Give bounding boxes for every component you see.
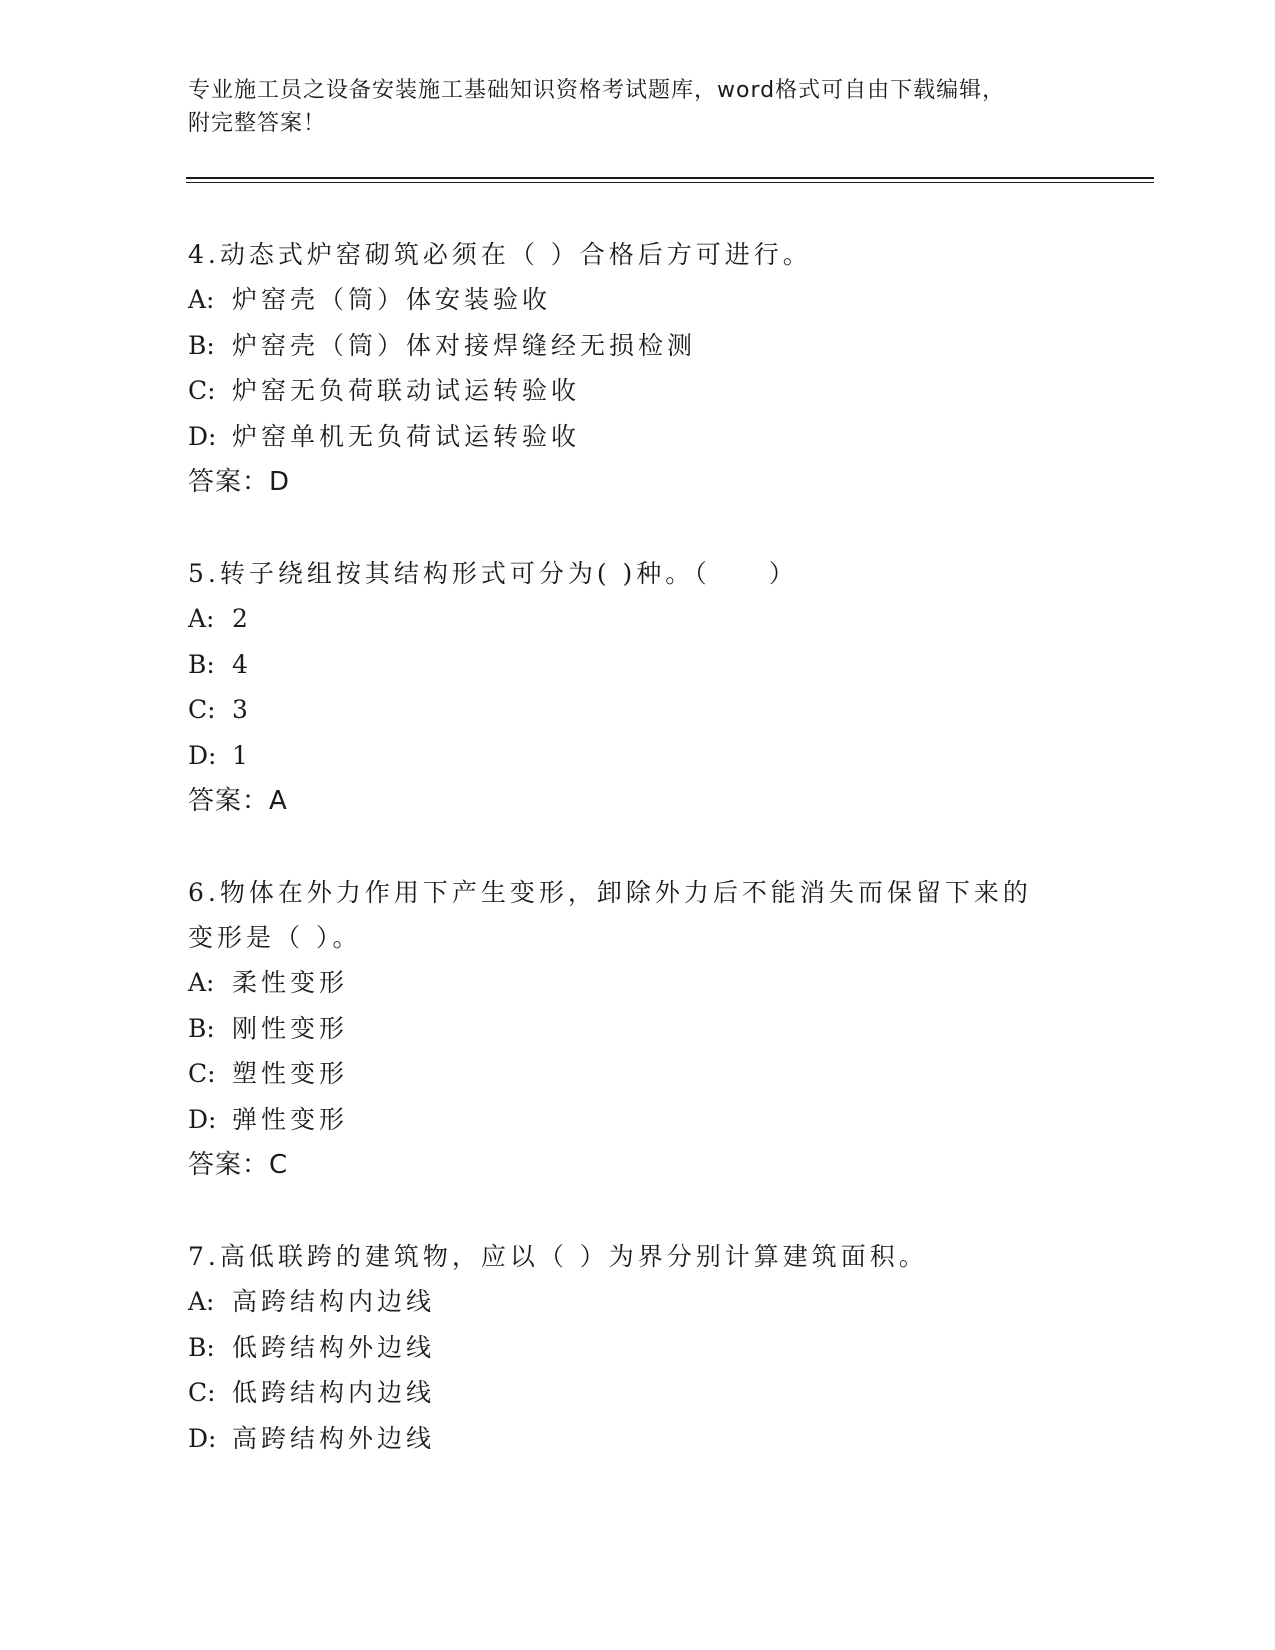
option-d xyxy=(188,1097,1088,1143)
option-text: 炉窑壳（筒）体对接焊缝经无损检测 xyxy=(232,330,697,360)
option-letter: C: xyxy=(188,695,216,724)
option-letter: A: xyxy=(188,285,215,314)
option-text: 塑性变形 xyxy=(232,1059,349,1088)
question-stem: 4.动态式炉窑砌筑必须在（ ）合格后方可进行。 xyxy=(188,240,812,269)
question-stem: 6.物体在外力作用下产生变形，卸除外力后不能消失而保留下来的变形是（ ）。 xyxy=(188,878,1032,952)
header-divider xyxy=(186,177,1154,183)
option-letter: D: xyxy=(188,1104,217,1134)
option-text: 弹性变形 xyxy=(232,1104,349,1134)
question-4 xyxy=(188,232,1088,505)
header-line-1: 专业施工员之设备安装施工基础知识资格考试题库，word格式可自由下载编辑， xyxy=(188,78,1006,103)
header-line-2: 附完整答案！ xyxy=(188,111,327,136)
question-5 xyxy=(188,551,1088,824)
option-c xyxy=(188,368,1088,414)
option-text: 刚性变形 xyxy=(232,1013,349,1043)
option-text: 3 xyxy=(232,695,252,724)
option-text: 炉窑单机无负荷试运转验收 xyxy=(232,421,581,451)
option-letter: B: xyxy=(188,1013,215,1043)
option-text: 炉窑无负荷联动试运转验收 xyxy=(232,376,581,405)
answer: 答案：D xyxy=(188,467,291,497)
option-letter: B: xyxy=(188,1332,215,1362)
option-a xyxy=(188,277,1088,323)
option-c xyxy=(188,1051,1088,1097)
option-letter: A: xyxy=(188,604,215,633)
option-text: 高跨结构内边线 xyxy=(232,1287,436,1316)
option-d xyxy=(188,733,1088,779)
option-b xyxy=(188,323,1088,369)
option-letter: A: xyxy=(188,968,215,997)
option-d xyxy=(188,1416,1088,1462)
option-a xyxy=(188,960,1088,1006)
option-text: 1 xyxy=(232,740,252,770)
option-text: 高跨结构外边线 xyxy=(232,1423,436,1453)
option-letter: B: xyxy=(188,330,215,360)
option-b xyxy=(188,642,1088,688)
question-list xyxy=(188,232,1088,1507)
question-7 xyxy=(188,1234,1088,1461)
option-letter: A: xyxy=(188,1287,215,1316)
option-letter: C: xyxy=(188,376,216,405)
option-b xyxy=(188,1325,1088,1371)
option-text: 低跨结构内边线 xyxy=(232,1378,436,1407)
question-6 xyxy=(188,870,1088,1188)
option-letter: D: xyxy=(188,740,217,770)
answer: 答案：A xyxy=(188,786,288,816)
option-letter: C: xyxy=(188,1059,216,1088)
option-text: 4 xyxy=(232,649,252,679)
option-a xyxy=(188,596,1088,642)
option-text: 柔性变形 xyxy=(232,968,349,997)
option-text: 炉窑壳（筒）体安装验收 xyxy=(232,285,552,314)
option-c xyxy=(188,687,1088,733)
option-letter: B: xyxy=(188,649,215,679)
option-a xyxy=(188,1279,1088,1325)
option-letter: D: xyxy=(188,421,217,451)
option-d xyxy=(188,414,1088,460)
document-header xyxy=(188,74,1068,140)
answer: 答案：C xyxy=(188,1150,289,1180)
option-text: 低跨结构外边线 xyxy=(232,1332,436,1362)
option-letter: C: xyxy=(188,1378,216,1407)
question-stem: 7.高低联跨的建筑物，应以（ ）为界分别计算建筑面积。 xyxy=(188,1242,928,1271)
question-stem: 5.转子绕组按其结构形式可分为( )种。（ ） xyxy=(188,559,798,588)
option-c xyxy=(188,1370,1088,1416)
option-letter: D: xyxy=(188,1423,217,1453)
option-b xyxy=(188,1006,1088,1052)
option-text: 2 xyxy=(232,604,252,633)
